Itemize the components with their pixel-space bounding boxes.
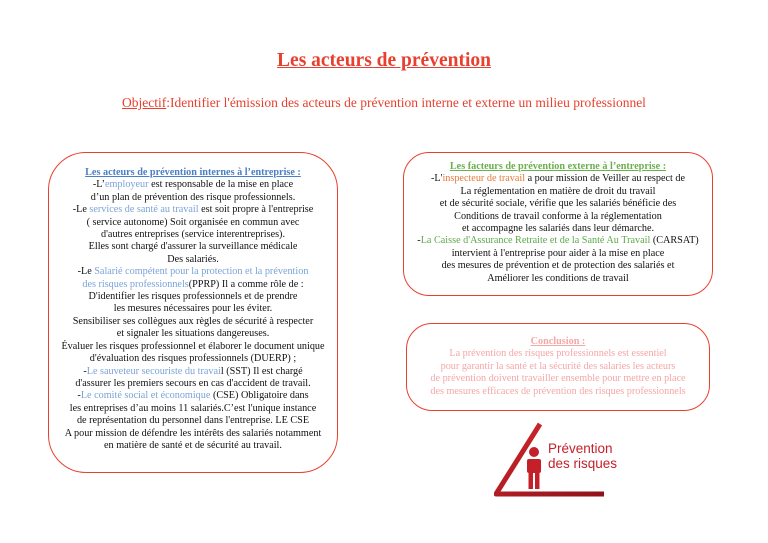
page-title: Les acteurs de prévention [277,50,491,71]
internal-line: les mesures nécessaires pour les éviter. [113,303,273,315]
internal-line: ( service autonome) Soit organisée en commun avec [86,216,300,228]
conclusion-line: des mesures efficaces de prévention des risques professionnels [430,385,686,397]
objective-label: Objectif [122,95,167,110]
internal-line: D'identifier les risques professionnels et de prendre [88,291,298,303]
conclusion-line: de prévention doivent travailler ensemble pour mettre en place [430,373,686,385]
external-line: et accompagne les salariés dans leur démarche. [461,223,655,235]
internal-line: les entreprises d’au moins 11 salariés.C’est l'unique instance [69,402,317,414]
external-actors-box [403,152,713,296]
highlight-sante-travail: services de santé au travail [89,204,199,216]
external-line: des mesures de prévention et de protection des salariés et [441,260,675,272]
internal-line: d'assurer les premiers secours en cas d'accident de travail. [75,377,311,389]
external-line: intervient à l'entreprise pour aider à la mise en place [451,247,665,259]
objective-line [0,95,768,111]
internal-line: -Le Salarié compétent pour la protection et la prévention [77,266,309,278]
internal-line: d’un plan de prévention des risque professionnels. [90,191,296,203]
internal-heading: Les acteurs de prévention internes à l’entreprise : [85,167,301,178]
internal-line: Évaluer les risques professionnel et élaborer le document unique [61,340,325,352]
conclusion-heading: Conclusion : [530,336,586,347]
logo-line: Prévention [548,441,613,456]
highlight-pprp: Salarié compétent pour la protection et la prévention [94,266,309,278]
internal-line: des risques professionnels(PPRP) Il a comme rôle de : [82,278,304,290]
conclusion-box [406,323,710,411]
external-line: et de sécurité sociale, vérifie que les salariés bénéficie des [439,198,677,210]
highlight-cse: Le comité social et économique [80,390,211,402]
internal-actors-box [48,152,338,473]
internal-line: -L’employeur est responsable de la mise en place [92,179,294,191]
internal-line: Sensibiliser ses collègues aux règles de sécurité à respecter [72,315,314,327]
external-line: -L'inspecteur de travail a pour mission de Veiller au respect de [431,173,685,185]
objective-text: :Identifier l'émission des acteurs de prévention interne et externe un milieu professionnel [166,95,646,110]
internal-line: en matière de santé et de sécurité au travail. [104,439,282,451]
internal-line: Des salariés. [167,253,219,265]
external-line: La réglementation en matière de droit du travail [460,185,656,197]
logo-text [548,441,617,471]
internal-line: de représentation du personnel dans l'entreprise. LE CSE [76,415,310,427]
internal-line: -Le sauveteur secouriste du travail (SST) Il est chargé [83,365,303,377]
highlight-sst: Le sauveteur secouriste du travai [86,365,221,377]
person-icon [527,447,541,489]
external-line: Améliorer les conditions de travail [487,272,629,284]
internal-line: d'évaluation des risques professionnels (DUERP) ; [89,353,297,365]
external-line: -La Caisse d'Assurance Retraite et de la Santé Au Travail (CARSAT) [417,235,699,247]
external-line: Conditions de travail conforme à la réglementation [454,210,662,222]
internal-line: A pour mission de défendre les intérêts des salariés notamment [64,427,322,439]
highlight-pprp-cont: des risques professionnels [82,278,189,290]
highlight-carsat: La Caisse d'Assurance Retraite et de la Santé Au Travail [420,235,651,247]
conclusion-line: pour garantir la santé et la sécurité des salaries les acteurs [440,360,676,372]
internal-line: -Le services de santé au travail est soit propre à l'entreprise [72,204,314,216]
internal-line: d'autres entreprises (service interentreprises). [101,229,285,241]
highlight-inspecteur: inspecteur de travail [442,173,526,185]
external-heading: Les facteurs de prévention externe à l’entreprise : [449,161,667,172]
internal-line: et signaler les situations dangereuses. [116,328,270,340]
internal-line: -Le comité social et économique (CSE) Obligatoire dans [77,390,309,402]
highlight-employeur: employeur [104,179,149,191]
conclusion-line: La prévention des risques professionnels est essentiel [449,348,667,360]
internal-line: Elles sont chargé d'assurer la surveillance médicale [88,241,298,253]
logo-line: des risques [548,456,618,471]
